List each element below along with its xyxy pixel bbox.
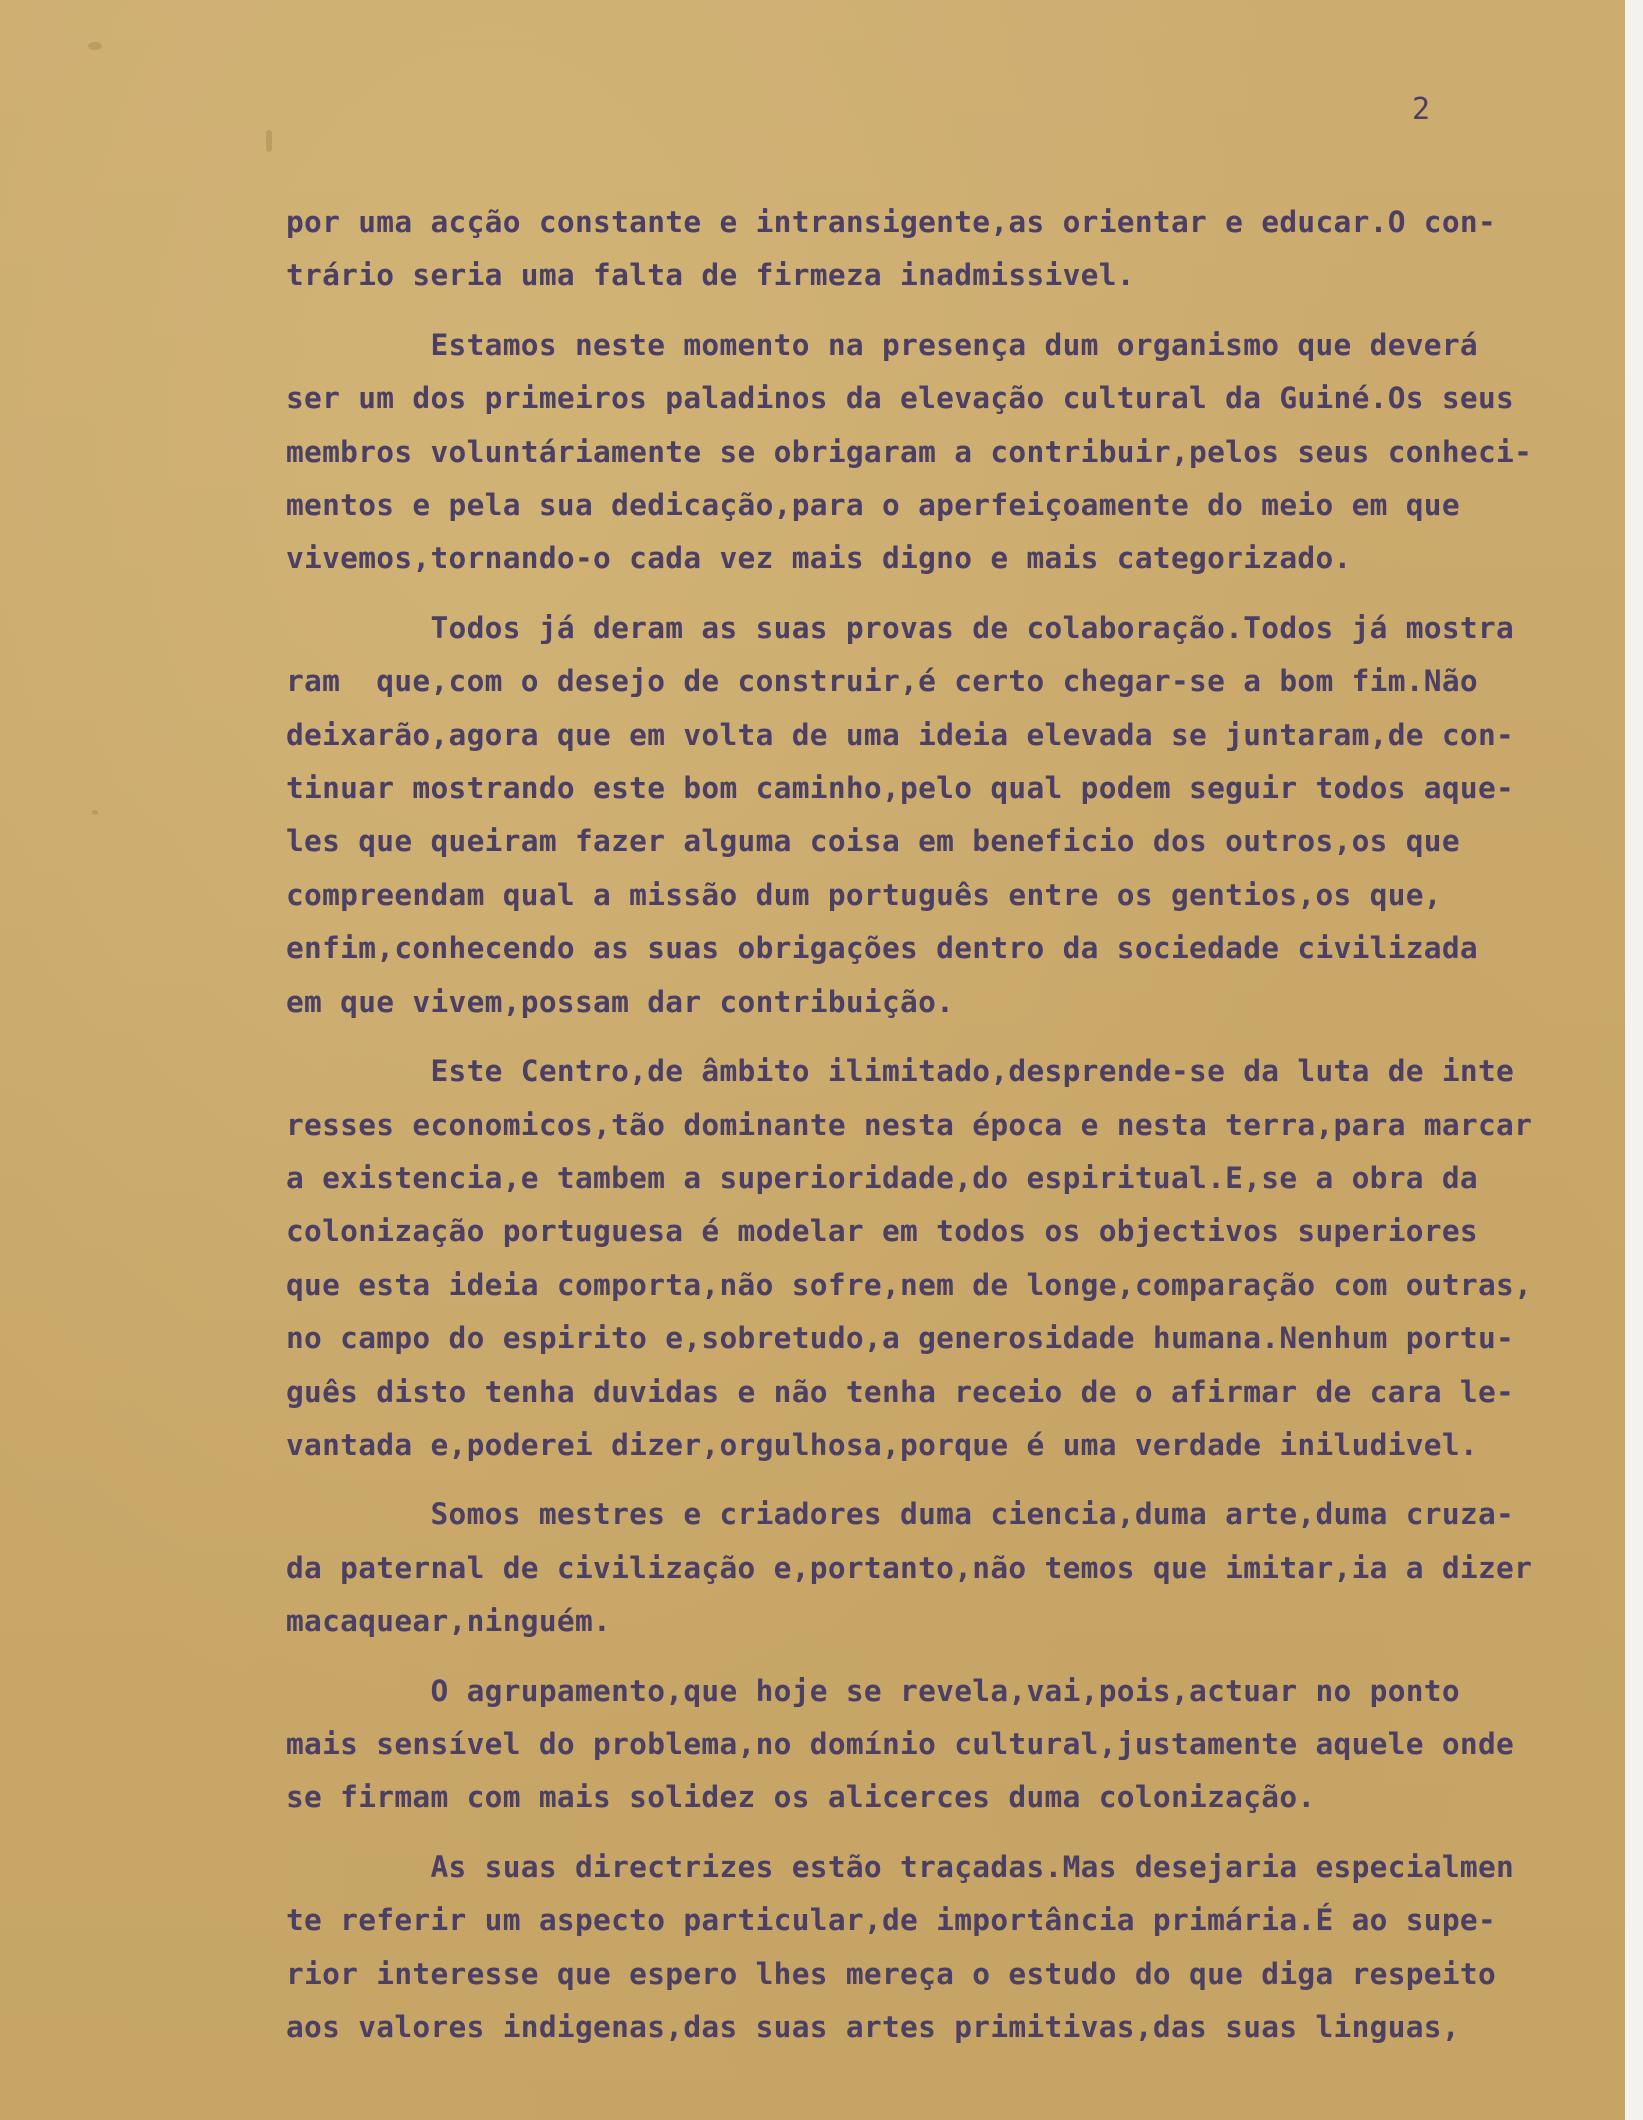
page-number: 2 <box>1412 92 1431 127</box>
text-line: se firmam com mais solidez os alicerces duma colonização. <box>286 1780 1316 1815</box>
text-line: em que vivem,possam dar contribuição. <box>286 984 955 1019</box>
text-line: As suas directrizes estão traçadas.Mas desejaria especialmen <box>286 1849 1515 1884</box>
ink-smudge-mark <box>92 810 98 815</box>
text-line: ser um dos primeiros paladinos da elevação cultural da Guiné.Os seus <box>286 381 1515 416</box>
text-line: Todos já deram as suas provas de colaboração.Todos já mostra <box>286 610 1515 645</box>
text-line: resses economicos,tão dominante nesta época e nesta terra,para marcar <box>286 1107 1533 1142</box>
ink-smudge-mark <box>88 42 102 50</box>
body-text <box>286 196 1626 2054</box>
text-line: aos valores indigenas,das suas artes primitivas,das suas linguas, <box>286 2010 1460 2044</box>
text-line: ram que,com o desejo de construir,é certo chegar-se a bom fim.Não <box>286 664 1478 699</box>
text-line: no campo do espirito e,sobretudo,a generosidade humana.Nenhum portu- <box>286 1321 1515 1356</box>
text-line: compreendam qual a missão dum português entre os gentios,os que, <box>286 877 1442 912</box>
text-line: membros voluntáriamente se obrigaram a contribuir,pelos seus conheci- <box>286 434 1533 469</box>
text-line: por uma acção constante e intransigente,as orientar e educar.O con- <box>286 205 1497 239</box>
text-line: a existencia,e tambem a superioridade,do espiritual.E,se a obra da <box>286 1160 1478 1195</box>
text-line: Este Centro,de âmbito ilimitado,desprende-se da luta de inte <box>286 1054 1515 1089</box>
text-line: enfim,conhecendo as suas obrigações dentro da sociedade civilizada <box>286 931 1478 966</box>
text-line: les que queiram fazer alguma coisa em beneficio dos outros,os que <box>286 824 1460 859</box>
text-line: Somos mestres e criadores duma ciencia,duma arte,duma cruza- <box>286 1497 1515 1532</box>
text-line: vivemos,tornando-o cada vez mais digno e mais categorizado. <box>286 541 1352 576</box>
text-line: mentos e pela sua dedicação,para o aperfeiçoamente do meio em que <box>286 488 1460 523</box>
text-line: te referir um aspecto particular,de importância primária.É ao supe- <box>286 1903 1497 1938</box>
text-line: guês disto tenha duvidas e não tenha receio de o afirmar de cara le- <box>286 1374 1515 1409</box>
text-line: vantada e,poderei dizer,orgulhosa,porque é uma verdade iniludivel. <box>286 1427 1478 1462</box>
text-line: trário seria uma falta de firmeza inadmissivel. <box>286 258 1135 293</box>
text-line: deixarão,agora que em volta de uma ideia elevada se juntaram,de con- <box>286 717 1515 752</box>
text-line: Estamos neste momento na presença dum organismo que deverá <box>286 327 1478 362</box>
text-line: tinuar mostrando este bom caminho,pelo qual podem seguir todos aque- <box>286 771 1515 806</box>
text-line: da paternal de civilização e,portanto,não temos que imitar,ia a dizer <box>286 1550 1533 1585</box>
text-line: O agrupamento,que hoje se revela,vai,pois,actuar no ponto <box>286 1673 1460 1708</box>
text-line: rior interesse que espero lhes mereça o estudo do que diga respeito <box>286 1956 1497 1991</box>
text-line: colonização portuguesa é modelar em todos os objectivos superiores <box>286 1214 1478 1249</box>
text-line: mais sensível do problema,no domínio cultural,justamente aquele onde <box>286 1726 1515 1761</box>
text-line: macaquear,ninguém. <box>286 1604 612 1639</box>
ink-smudge-mark <box>266 130 272 152</box>
scan-margin <box>1625 0 1643 2120</box>
text-line: que esta ideia comporta,não sofre,nem de longe,comparação com outras, <box>286 1267 1533 1302</box>
